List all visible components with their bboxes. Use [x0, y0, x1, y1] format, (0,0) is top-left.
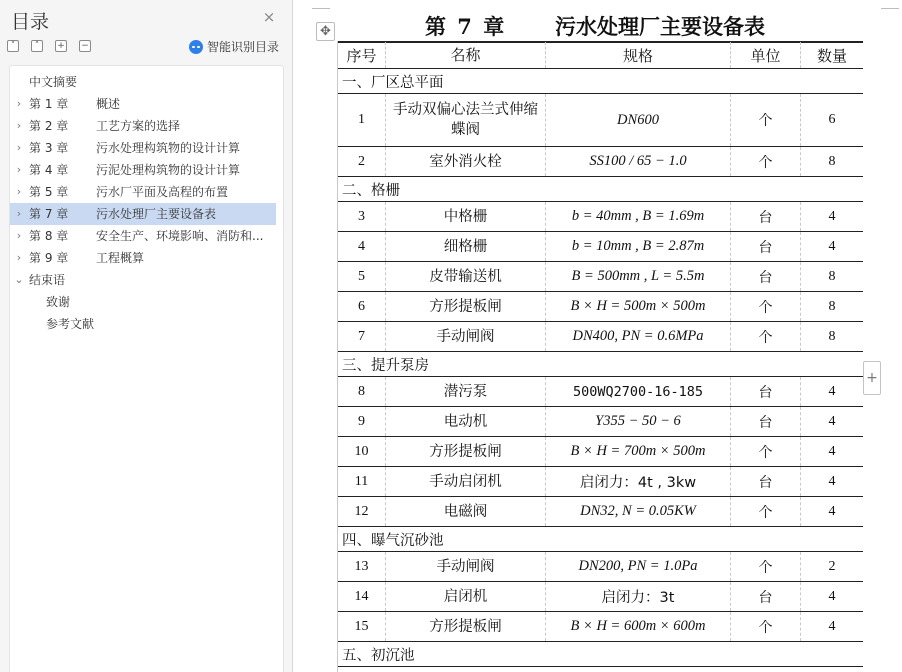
toc-item[interactable] — [10, 269, 276, 291]
unit-cell[interactable]: 台 — [731, 582, 801, 611]
navigation-pane-title: 目录 — [11, 11, 50, 33]
table-header-row — [338, 42, 863, 69]
section-title[interactable]: 五、初沉池 — [342, 647, 415, 664]
seq-cell[interactable]: 3 — [338, 202, 386, 231]
seq-cell[interactable]: 1 — [338, 94, 386, 146]
smart-toc-icon — [189, 40, 203, 54]
chevron-right-icon[interactable]: › — [16, 185, 22, 198]
section-row — [338, 642, 863, 667]
spec-cell[interactable]: DN400, PN = 0.6MPa — [546, 322, 731, 351]
toc-item-label: 安全生产、环境影响、消防和... — [96, 229, 264, 243]
spec-cell[interactable]: b = 40mm , B = 1.69m — [546, 202, 731, 231]
unit-cell[interactable]: 个 — [731, 322, 801, 351]
unit-cell[interactable]: 个 — [731, 497, 801, 526]
unit-cell[interactable]: 台 — [731, 467, 801, 496]
qty-cell[interactable]: 4 — [828, 238, 836, 254]
toc-item-number: 第 1 章 — [29, 97, 69, 111]
toc-item-number: 第 3 章 — [29, 141, 69, 155]
qty-cell[interactable]: 4 — [828, 443, 836, 459]
table-row — [338, 612, 863, 642]
seq-cell[interactable]: 11 — [338, 467, 386, 496]
table-row — [338, 322, 863, 352]
toc-item-label: 参考文献 — [46, 317, 95, 331]
seq-cell[interactable]: 9 — [338, 407, 386, 436]
spec-cell[interactable]: B = 500mm , L = 5.5m — [546, 262, 731, 291]
column-header[interactable]: 单位 — [731, 42, 801, 68]
add-heading-icon[interactable]: + — [55, 40, 67, 52]
toc-item-label: 污水处理厂主要设备表 — [96, 207, 217, 221]
column-header[interactable]: 规格 — [546, 42, 731, 68]
name-cell[interactable]: 皮带输送机 — [386, 262, 546, 291]
toc-item[interactable] — [10, 137, 276, 159]
name-cell[interactable]: 电动机 — [386, 407, 546, 436]
table-move-handle-icon[interactable]: ✥ — [316, 22, 335, 41]
page-corner-mark — [881, 8, 899, 9]
remove-heading-icon[interactable]: − — [79, 40, 91, 52]
toc-item[interactable] — [10, 159, 276, 181]
unit-cell[interactable]: 个 — [731, 612, 801, 641]
spec-cell[interactable]: DN200, PN = 1.0Pa — [546, 552, 731, 581]
chevron-right-icon[interactable]: › — [16, 97, 22, 110]
toc-item-label: 概述 — [96, 97, 121, 111]
name-cell[interactable]: 细格栅 — [386, 232, 546, 261]
seq-cell[interactable]: 15 — [338, 612, 386, 641]
toc-item-label: 结束语 — [29, 273, 66, 287]
unit-cell[interactable]: 台 — [731, 202, 801, 231]
table-row — [338, 497, 863, 527]
chevron-right-icon[interactable]: › — [16, 229, 22, 242]
spec-cell[interactable]: DN32, N = 0.05KW — [546, 497, 731, 526]
toc-item[interactable] — [10, 225, 276, 247]
toc-item[interactable] — [10, 313, 276, 335]
qty-cell[interactable]: 4 — [828, 383, 836, 399]
table-row — [338, 552, 863, 582]
toc-item[interactable] — [10, 203, 276, 225]
unit-cell[interactable]: 个 — [731, 292, 801, 321]
name-cell[interactable]: 潜污泵 — [386, 377, 546, 406]
table-row — [338, 232, 863, 262]
seq-cell[interactable]: 7 — [338, 322, 386, 351]
chevron-right-icon[interactable]: › — [16, 141, 22, 154]
chapter-heading — [338, 11, 863, 41]
spec-cell[interactable]: B × H = 700m × 500m — [546, 437, 731, 466]
spec-cell[interactable]: b = 10mm , B = 2.87m — [546, 232, 731, 261]
toc-item-label: 污水厂平面及高程的布置 — [96, 185, 229, 199]
qty-cell[interactable]: 4 — [828, 208, 836, 224]
toc-item-label: 污泥处理构筑物的设计计算 — [96, 163, 241, 177]
chevron-right-icon[interactable]: › — [16, 251, 22, 264]
seq-cell[interactable]: 10 — [338, 437, 386, 466]
chapter-title: 污水处理厂主要设备表 — [555, 14, 765, 39]
qty-cell[interactable]: 4 — [828, 503, 836, 519]
expand-all-icon[interactable]: ˄ — [31, 40, 43, 52]
qty-cell[interactable]: 8 — [828, 298, 836, 314]
unit-cell[interactable]: 台 — [731, 232, 801, 261]
unit-cell[interactable]: 台 — [731, 262, 801, 291]
toc-item-label: 工艺方案的选择 — [96, 119, 181, 133]
unit-cell[interactable]: 个 — [731, 94, 801, 146]
seq-cell[interactable]: 6 — [338, 292, 386, 321]
chevron-right-icon[interactable]: › — [16, 119, 22, 132]
name-cell[interactable]: 手动闸阀 — [386, 552, 546, 581]
toc-item-number: 第 2 章 — [29, 119, 69, 133]
toc-item-number: 第 5 章 — [29, 185, 69, 199]
toc-item[interactable] — [10, 247, 276, 269]
unit-cell[interactable]: 台 — [731, 407, 801, 436]
equipment-table[interactable] — [338, 42, 863, 667]
unit-cell[interactable]: 个 — [731, 437, 801, 466]
unit-cell[interactable]: 个 — [731, 147, 801, 176]
name-cell[interactable]: 方形提板闸 — [386, 437, 546, 466]
qty-cell[interactable]: 4 — [828, 413, 836, 429]
seq-cell[interactable]: 8 — [338, 377, 386, 406]
toc-item-number: 第 8 章 — [29, 229, 69, 243]
section-row — [338, 352, 863, 377]
toc-item-label: 致谢 — [46, 295, 71, 309]
smart-toc-button[interactable] — [189, 38, 279, 55]
table-row — [338, 94, 863, 147]
page-corner-mark — [312, 8, 330, 9]
unit-cell[interactable]: 个 — [731, 552, 801, 581]
chapter-number: 第 7 章 — [425, 14, 505, 39]
qty-cell[interactable]: 8 — [828, 328, 836, 344]
toc-item[interactable] — [10, 291, 276, 313]
toc-item[interactable] — [10, 93, 276, 115]
spec-cell[interactable]: 500WQ2700-16-185 — [546, 377, 731, 406]
add-column-button[interactable]: + — [863, 361, 881, 395]
table-row — [338, 202, 863, 232]
section-title[interactable]: 一、厂区总平面 — [342, 74, 444, 91]
chevron-right-icon[interactable]: › — [16, 207, 22, 220]
spec-cell[interactable]: 启闭力：4t , 3kw — [546, 467, 731, 496]
name-cell[interactable]: 手动闸阀 — [386, 322, 546, 351]
seq-cell[interactable]: 2 — [338, 147, 386, 176]
table-row — [338, 582, 863, 612]
collapse-all-icon[interactable]: ˅ — [7, 40, 19, 52]
toc-item-number: 第 7 章 — [29, 207, 69, 221]
qty-cell[interactable]: 6 — [828, 112, 836, 127]
seq-cell[interactable]: 12 — [338, 497, 386, 526]
column-header[interactable]: 数量 — [816, 46, 847, 65]
spec-cell[interactable]: B × H = 600m × 600m — [546, 612, 731, 641]
toc-item-label: 污水处理构筑物的设计计算 — [96, 141, 241, 155]
toc-item[interactable] — [10, 181, 276, 203]
navigation-pane — [0, 0, 293, 672]
spec-cell[interactable]: B × H = 500m × 500m — [546, 292, 731, 321]
table-row — [338, 262, 863, 292]
toc-item[interactable] — [10, 115, 276, 137]
qty-cell[interactable]: 4 — [828, 473, 836, 489]
section-title[interactable]: 二、格栅 — [342, 182, 400, 199]
column-header[interactable]: 序号 — [338, 42, 386, 68]
table-row — [338, 437, 863, 467]
section-row — [338, 177, 863, 202]
spec-cell[interactable]: 启闭力：3t — [546, 582, 731, 611]
section-row — [338, 69, 863, 94]
seq-cell[interactable]: 13 — [338, 552, 386, 581]
spec-cell[interactable]: Y355 − 50 − 6 — [546, 407, 731, 436]
seq-cell[interactable]: 5 — [338, 262, 386, 291]
qty-cell[interactable]: 8 — [828, 153, 836, 169]
qty-cell[interactable]: 4 — [828, 588, 836, 604]
qty-cell[interactable]: 4 — [828, 618, 836, 634]
toc-list — [9, 65, 284, 672]
section-title[interactable]: 四、曝气沉砂池 — [342, 532, 444, 549]
spec-cell[interactable]: SS100 / 65 − 1.0 — [546, 147, 731, 176]
spec-cell[interactable]: DN600 — [546, 94, 731, 146]
toc-item[interactable] — [10, 71, 276, 93]
name-cell[interactable]: 手动双偏心法兰式伸缩蝶阀 — [386, 94, 546, 146]
toc-item-number: 第 4 章 — [29, 163, 69, 177]
section-row — [338, 527, 863, 552]
name-cell[interactable]: 室外消火栓 — [386, 147, 546, 176]
seq-cell[interactable]: 14 — [338, 582, 386, 611]
name-cell[interactable]: 中格栅 — [386, 202, 546, 231]
smart-toc-label: 智能识别目录 — [207, 40, 280, 54]
section-title[interactable]: 三、提升泵房 — [342, 357, 429, 374]
column-header[interactable]: 名称 — [386, 42, 546, 68]
toc-item-number: 第 9 章 — [29, 251, 69, 265]
table-row — [338, 407, 863, 437]
unit-cell[interactable]: 台 — [731, 377, 801, 406]
name-cell[interactable]: 手动启闭机 — [386, 467, 546, 496]
chevron-right-icon[interactable]: › — [16, 163, 22, 176]
qty-cell[interactable]: 2 — [828, 558, 836, 574]
close-icon[interactable]: × — [262, 8, 276, 26]
name-cell[interactable]: 方形提板闸 — [386, 292, 546, 321]
seq-cell[interactable]: 4 — [338, 232, 386, 261]
chevron-down-icon[interactable]: ⌄ — [14, 273, 24, 286]
name-cell[interactable]: 方形提板闸 — [386, 612, 546, 641]
toc-item-label: 工程概算 — [96, 251, 145, 265]
toc-item-label: 中文摘要 — [29, 75, 78, 89]
name-cell[interactable]: 启闭机 — [386, 582, 546, 611]
table-row — [338, 377, 863, 407]
qty-cell[interactable]: 8 — [828, 268, 836, 284]
table-row — [338, 292, 863, 322]
table-row — [338, 467, 863, 497]
name-cell[interactable]: 电磁阀 — [386, 497, 546, 526]
table-row — [338, 147, 863, 177]
